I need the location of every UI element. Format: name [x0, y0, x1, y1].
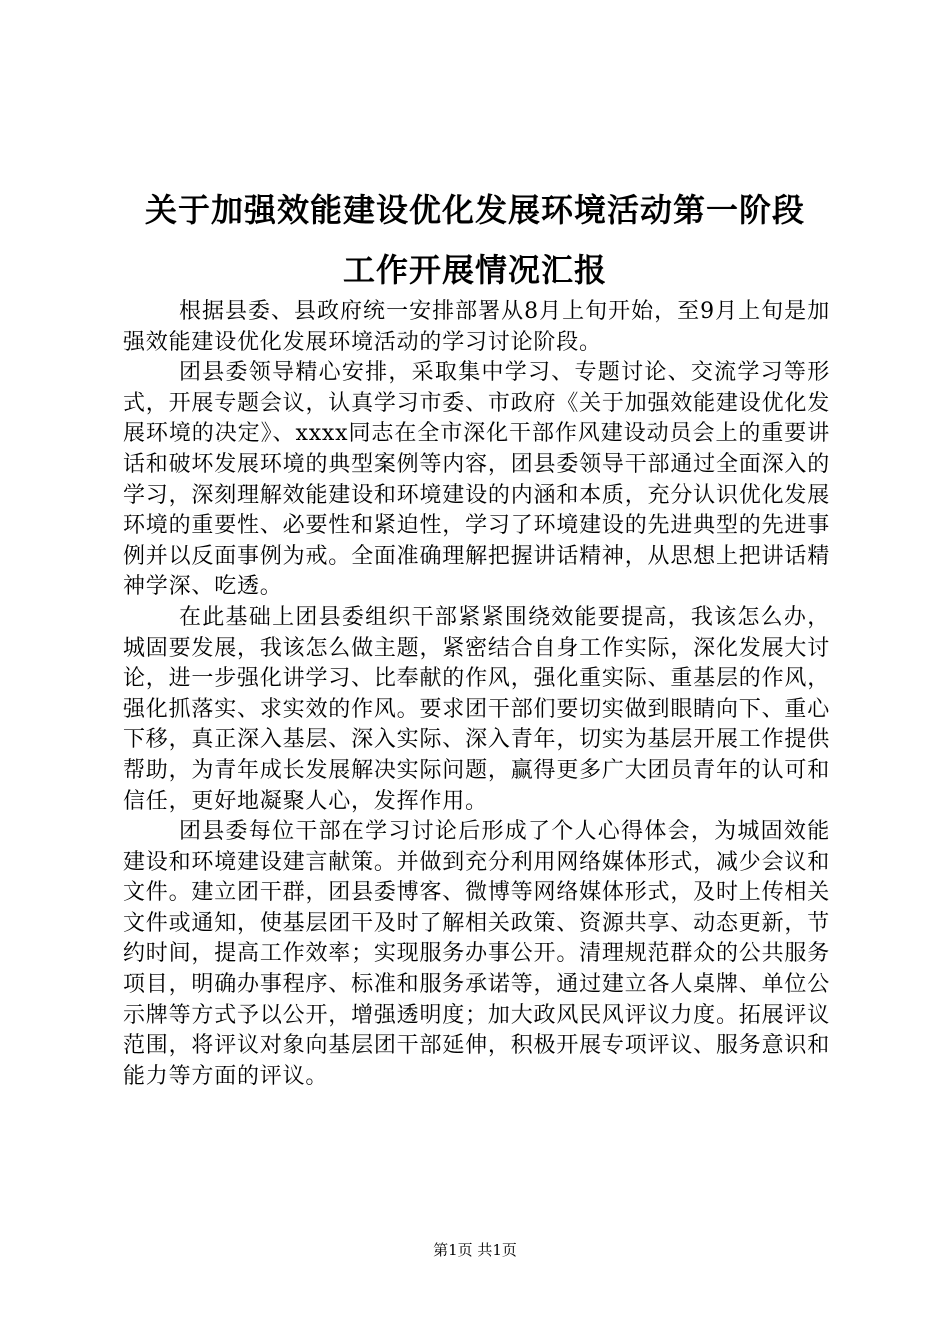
paragraph-3: 在此基础上团县委组织干部紧紧围绕效能要提高，我该怎么办，城固要发展，我该怎么做主题，紧密结合自身工作实际，深化发展大讨论，进一步强化讲学习、比奉献的作风，强化重实际、重基层的作风，强化抓落实、求实效的作风。要求团干部们要切实做到眼睛向下、重心下移，真正深入基层、深入实际、深入青年，切实为基层开展工作提供帮助，为青年成长发展解决实际问题，赢得更多广大团员青年的认可和信任，更好地凝聚人心，发挥作用。 [123, 604, 830, 814]
paragraph-4: 团县委每位干部在学习讨论后形成了个人心得体会，为城固效能建设和环境建设建言献策。并做到充分利用网络媒体形式，减少会议和文件。建立团干群，团县委博客、微博等网络媒体形式，及时上传相关文件或通知，使基层团干及时了解相关政策、资源共享、动态更新，节约时间，提高工作效率；实现服务办事公开。清理规范群众的公共服务项目，明确办事程序、标准和服务承诺等，通过建立各人桌牌、单位公示牌等方式予以公开，增强透明度；加大政风民风评议力度。拓展评议范围，将评议对象向基层团干部延伸，积极开展专项评议、服务意识和能力等方面的评议。 [123, 819, 830, 1089]
page-footer: 第1页 共1页 [433, 1241, 517, 1259]
document-title-line-1: 关于加强效能建设优化发展环境活动第一阶段 [144, 191, 805, 229]
document-title-line-2: 工作开展情况汇报 [342, 251, 607, 289]
document-body [123, 297, 830, 1092]
paragraph-2: 团县委领导精心安排，采取集中学习、专题讨论、交流学习等形式，开展专题会议，认真学习市委、市政府《关于加强效能建设优化发展环境的决定》、xxxx同志在全市深化干部作风建设动员会上的重要讲话和破坏发展环境的典型案例等内容，团县委领导干部通过全面深入的学习，深刻理解效能建设和环境建设的内涵和本质，充分认识优化发展环境的重要性、必要性和紧迫性，学习了环境建设的先进典型的先进事例并以反面事例为戒。全面准确理解把握讲话精神，从思想上把讲话精神学深、吃透。 [123, 360, 830, 600]
paragraph-1: 根据县委、县政府统一安排部署从8月上旬开始，至9月上旬是加强效能建设优化发展环境活动的学习讨论阶段。 [123, 299, 830, 355]
